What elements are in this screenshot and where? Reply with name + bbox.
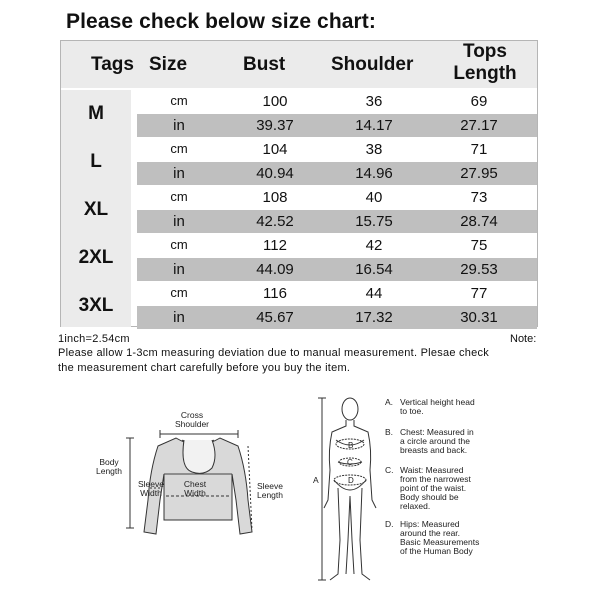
header-bust: Bust	[243, 54, 286, 75]
marker-d: D	[348, 476, 354, 485]
label-sleeve-width-l1: Sleeve	[138, 479, 164, 489]
conversion-note: 1inch=2.54cm	[58, 333, 130, 345]
legend-key: B.	[385, 427, 394, 437]
label-cross-shoulder	[172, 411, 212, 429]
cell-unit: cm	[170, 237, 188, 252]
deviation-note-line2: the measurement chart carefully before you buy the item.	[58, 362, 351, 374]
cell-shoulder: 14.96	[355, 165, 393, 182]
note-label: Note:	[510, 333, 537, 345]
marker-b: B	[348, 441, 354, 450]
size-tag: M	[88, 103, 104, 124]
cell-length: 27.95	[460, 165, 498, 182]
garment-hood	[183, 440, 215, 473]
cell-bust: 44.09	[256, 261, 294, 278]
marker-c: C	[347, 458, 353, 467]
cell-unit: in	[173, 213, 185, 230]
size-tag: XL	[83, 199, 109, 220]
label-sleeve-length-l1: Sleeve	[257, 481, 283, 491]
cell-unit: cm	[170, 285, 188, 300]
legend-text: to toe.	[400, 406, 424, 416]
cell-shoulder: 15.75	[355, 213, 393, 230]
size-tag: 2XL	[78, 247, 114, 268]
legend-text: Vertical height head	[400, 397, 475, 407]
cell-length: 71	[470, 141, 488, 158]
label-cross-shoulder-l2: Shoulder	[174, 419, 210, 429]
cell-shoulder: 44	[365, 285, 383, 302]
legend-text: point of the waist.	[400, 483, 467, 493]
cell-unit: in	[173, 309, 185, 326]
cell-shoulder: 42	[365, 237, 383, 254]
cell-unit: cm	[170, 141, 188, 156]
legend-key: C.	[385, 465, 394, 475]
cell-length: 69	[470, 93, 488, 110]
size-tag: 3XL	[78, 295, 114, 316]
label-sleeve-width	[134, 480, 168, 498]
header-tops-line1: Tops	[463, 41, 507, 62]
cell-shoulder: 36	[365, 93, 383, 110]
label-sleeve-width-l2: Width	[140, 488, 162, 498]
cell-unit: in	[173, 261, 185, 278]
cell-length: 30.31	[460, 309, 498, 326]
header-shoulder: Shoulder	[331, 54, 414, 75]
legend-key: D.	[385, 519, 394, 529]
header-size: Size	[149, 54, 188, 75]
legend-text: Hips: Measured	[400, 519, 460, 529]
legend-text: around the rear.	[400, 528, 461, 538]
label-sleeve-length-l2: Length	[257, 490, 283, 500]
cell-bust: 42.52	[256, 213, 294, 230]
cell-bust: 39.37	[256, 117, 294, 134]
cell-bust: 40.94	[256, 165, 294, 182]
cell-length: 73	[470, 189, 488, 206]
cell-length: 28.74	[460, 213, 498, 230]
marker-a: A	[313, 475, 319, 485]
cell-length: 75	[470, 237, 488, 254]
cell-bust: 112	[263, 237, 287, 254]
label-chest-width-l1: Chest	[183, 479, 207, 489]
legend-text: a circle around the	[400, 436, 470, 446]
cell-shoulder: 16.54	[355, 261, 393, 278]
label-sleeve-length	[250, 482, 290, 500]
body-figure	[318, 398, 376, 580]
legend-text: Basic Measurements	[400, 537, 480, 547]
cell-unit: in	[173, 117, 185, 134]
legend-text: from the narrowest	[400, 474, 471, 484]
cell-bust: 104	[262, 141, 288, 158]
cell-unit: in	[173, 165, 185, 182]
cell-length: 29.53	[460, 261, 498, 278]
legend-key: A.	[385, 397, 394, 407]
cell-shoulder: 40	[365, 189, 383, 206]
cell-bust: 45.67	[256, 309, 294, 326]
cell-shoulder: 14.17	[355, 117, 393, 134]
cell-shoulder: 17.32	[355, 309, 393, 326]
size-tag: L	[90, 151, 102, 172]
cell-bust: 108	[262, 189, 288, 206]
legend-text: Waist: Measured	[400, 465, 464, 475]
label-body-length-l2: Length	[96, 466, 122, 476]
label-body-length	[92, 458, 126, 476]
cell-length: 77	[470, 285, 488, 302]
legend-text: relaxed.	[400, 501, 431, 511]
label-body-length-l1: Body	[99, 457, 119, 467]
cell-length: 27.17	[460, 117, 498, 134]
cell-bust: 116	[263, 285, 287, 302]
label-cross-shoulder-l1: Cross	[180, 410, 204, 420]
legend-text: Chest: Measured in	[400, 427, 474, 437]
cell-unit: cm	[170, 189, 188, 204]
legend-text: Body should be	[400, 492, 459, 502]
legend-text: breasts and back.	[400, 445, 468, 455]
legend-text: of the Human Body	[400, 546, 473, 556]
cell-bust: 100	[262, 93, 288, 110]
header-tops-line2: Length	[453, 63, 517, 84]
label-chest-width-l2: Width	[184, 488, 206, 498]
header-tags: Tags	[91, 54, 134, 75]
cell-unit: cm	[170, 93, 188, 108]
label-chest-width	[178, 480, 212, 498]
cell-shoulder: 38	[365, 141, 383, 158]
page-title: Please check below size chart:	[66, 10, 376, 33]
deviation-note-line1: Please allow 1-3cm measuring deviation due to manual measurement. Plesae check	[58, 347, 489, 359]
